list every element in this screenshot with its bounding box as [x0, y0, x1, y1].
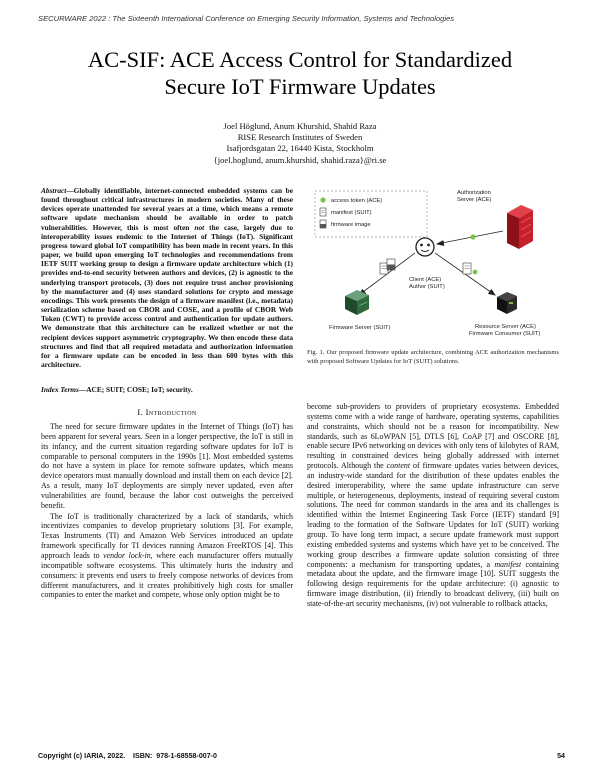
resource-server-label-2: Firmware Consumer (SUIT) — [469, 331, 541, 337]
paper-title — [60, 46, 540, 100]
firmware-server-icon — [345, 290, 369, 315]
right-emphasis-content: content — [386, 461, 411, 471]
footer-copyright: Copyright (c) IARIA, 2022. ISBN: 978-1-68558-007-0 — [38, 752, 217, 760]
right-column-text — [307, 402, 559, 609]
intro-p2-text-1: The IoT is traditionally characterized by a lack of standards, which incentivizes companies to develop proprietary solutions [3]. For example, Texas Instruments (TI) and Amazon Web Services introduced an update framework specifically for TI devices running Amazon FreeRTOS [4]. This approach leads to — [41, 511, 293, 560]
authorization-server-icon — [507, 205, 533, 249]
address: Isafjordsgatan 22, 16440 Kista, Stockholm — [226, 143, 374, 154]
right-text-2: of firmware updates varies between devices, an industry-wide standard for the distribution of these updates enables the desired interoperability, where the same update infrastructure can serve multiple, or heterogeneous, deployments, instead of requiring several custom solutions. The need for common standards in the area and its challenges is identified within the Internet Engineering Task Force (IETF) standard [9] leading to the formation of the Software Updates for IoT (SUIT) working group. To have long term impact, a secure update framework must support existing embedded systems and systems which have yet to be conceived. The working group describes a firmware update solution consisting of three components: a mechanism for transporting updates, a — [307, 461, 559, 569]
right-text-3: containing metadata about the update, and the firmware image [10]. SUIT suggests the following design requirements for the update architecture: (i) agnostic to firmware image distribution, (ii) friendly to broadcast delivery, (iii) built on state-of-the-art security mechanisms, (iv) not vulnerable to rollback attacks, — [307, 559, 559, 608]
right-emphasis-manifest: manifest — [494, 559, 522, 569]
intro-paragraph-2 — [41, 512, 293, 601]
affiliation: RISE Research Institutes of Sweden — [237, 132, 363, 143]
right-paragraph — [307, 402, 559, 609]
abstract-lead: Abstract — [41, 186, 67, 195]
index-terms-lead: Index Terms — [41, 385, 79, 394]
index-terms-text: —ACE; SUIT; COSE; IoT; security. — [78, 385, 193, 394]
resource-server-icon — [497, 292, 517, 314]
abstract — [41, 186, 293, 369]
title-line-1: AC-SIF: ACE Access Control for Standardized — [87, 47, 513, 72]
resource-server-label-1: Resource Server (ACE) — [475, 324, 536, 330]
firmware-doc-icon — [387, 259, 395, 270]
client-author-icon — [416, 238, 434, 256]
architecture-diagram — [307, 183, 559, 343]
manifest-doc-right-icon — [463, 263, 471, 274]
image-legend-icon — [320, 220, 326, 228]
right-text-1: become sub-providers to providers of proprietary ecosystems. Embedded systems come with a wide range of hardware, operating systems, capabilities and constraints, which should not be a reason for incompatibility. New standards, such as 6LoWPAN [5], DTLS [6], CoAP [7] and OSCORE [8], enable secure IPv6 networking on devices with only tens of kilobytes of RAM, resulting in constrained devices being globally addressed with internet protocols. Although the — [307, 402, 559, 471]
token-right-icon — [473, 270, 478, 275]
emails: {joel.hoglund, anum.khurshid, shahid.raza}@ri.se — [213, 154, 387, 165]
legend-token-label: access token (ACE) — [331, 198, 383, 204]
intro-paragraph-1: The need for secure firmware updates in the Internet of Things (IoT) has been apparent for several years. Seen in a longer perspective, the IoT is still in its infancy, and the current situation regarding software updates for IoT is comparable to personal computers in the 1990s [1]. Most embedded systems do not have a system in place for remote software updates, which means device operators must manually download and install them on each device [2]. As a result, many IoT deployments are simply never updated, even after vulnerabilities are found, because the labor cost outweighs the perceived benefit. — [41, 422, 293, 510]
legend-image-label: firmware image — [331, 222, 371, 228]
token-badge-icon — [470, 234, 475, 239]
legend-manifest-label: manifest (SUIT) — [331, 210, 372, 216]
firmware-server-label: Firmware Server (SUIT) — [329, 325, 391, 331]
intro-p2-emphasis: vendor lock-in — [103, 550, 151, 560]
abstract-emphasis: not — [194, 222, 205, 232]
auth-server-label-2: Server (ACE) — [457, 197, 492, 203]
manifest-legend-icon — [320, 208, 326, 216]
auth-server-label-1: Authorization — [457, 190, 491, 196]
author-block — [150, 121, 450, 166]
token-legend-icon — [320, 197, 325, 202]
client-label-1: Client (ACE) — [409, 277, 442, 283]
abstract-text-1: —Globally identifiable, internet-connected embedded systems can be found throughout critical infrastructures in modern societies. Many of these devices operate unattended for several years at a time, which means a remote software update mechanism should be available in order to patch vulnerabilities. However, this is most often — [41, 186, 293, 232]
index-terms — [41, 385, 293, 394]
conference-header: SECURWARE 2022 : The Sixteenth International Conference on Emerging Security Information, Systems and Technologies — [38, 14, 455, 23]
architecture-figure — [307, 183, 559, 343]
section-heading: I. Introduction — [137, 407, 197, 417]
intro-p2-text-2: , where each manufacturer offers mutually incompatible software ecosystems. This ultimately hurts the industry and consumers: it prevents end users to freely compose networks of devices from different manufacturers, and it creates prohibitively high costs for smaller companies to enter the market and compete, whose only option might be to — [41, 550, 293, 600]
introduction-text — [41, 422, 293, 600]
abstract-text-2: the case, largely due to interoperability issues endemic to the Internet of Things (IoT). Significant progress toward global IoT compatibility has been made in recent years. In this paper, we build upon emerging IoT technologies and recommendations from IETF SUIT working group to design a firmware update architecture which (1) provides end-to-end security between authors and devices, (2) is agnostic to the underlying transport protocols, (3) does not require trust anchor provisioning by the manufacturer and (4) uses standard solutions for crypto and message encodings. This work presents the design of a firmware manifest (i.e., metadata) serialization scheme based on CBOR and COSE, and a profile of CBOR Web Token (CWT) to provide access control and authentication for update authors. We demonstrate that this architecture can be realized whether or not the recipient devices support asymmetric cryptography. We then encode these data structures and find that all required metadata and authorization information for a firmware update can be encoded in less than 600 bytes with this architecture. — [41, 222, 294, 369]
author-names: Joel Höglund, Anum Khurshid, Shahid Raza — [223, 121, 377, 131]
figure-caption: Fig. 1. Our proposed firmware update architecture, combining ACE authorization mechanisms with proposed Software Updates for IoT (SUIT) solutions. — [307, 349, 559, 365]
page-number: 54 — [557, 752, 565, 760]
title-line-2: Secure IoT Firmware Updates — [164, 74, 436, 99]
client-label-2: Author (SUIT) — [409, 284, 445, 290]
